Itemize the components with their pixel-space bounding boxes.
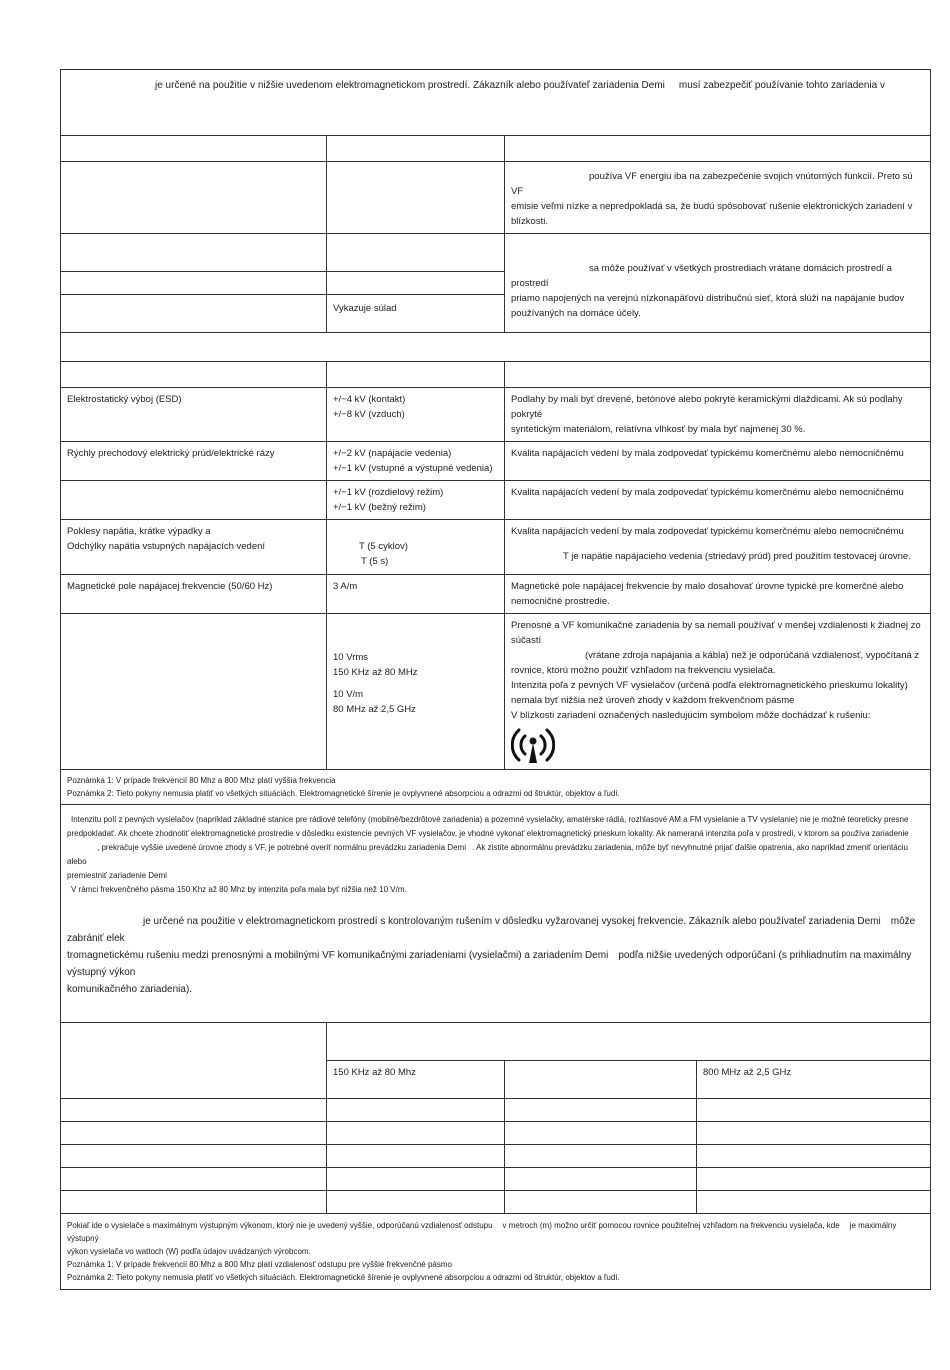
rf-emission-cell [505,161,931,233]
rf-level-4: 80 MHz až 2,5 GHz [333,703,416,715]
distance-intro-3: komunikačného zariadenia). [67,983,193,995]
dips-label [61,519,327,574]
rf-level-3: 10 V/m [333,688,364,700]
dist-col-3: 800 MHz až 2,5 GHz [697,1060,931,1098]
note-2: Poznámka 2: Tieto pokyny nemusia platiť vo všetkých situáciách. Elektromagnetické šírenie je ovplyvnené absorpciou a odrazmi od štruktúr, objektov a ľudí. [67,788,620,798]
env-text-c: používaných na domáce účely. [511,307,641,319]
esd-level-1: +/−4 kV (kontakt) [333,393,406,405]
dips-label-2: Odchýlky napätia vstupných napájacích vedení [67,540,266,552]
rf-emission-b: emisie veľmi nízke a nepredpokladá sa, že budú spôsobovať rušenie elektronických zariadení v blízkosti. [511,200,913,227]
immunity-title-row [60,333,931,361]
immunity-table [60,361,931,770]
dist-note-1c: je maximálny výstupný [67,1220,897,1243]
surge-level-2: +/−1 kV (bežný režim) [333,501,426,513]
rf-level-1: 10 Vrms [333,651,369,663]
env-text-a: sa môže používať v všetkých prostrediach vrátane domácich prostredí a prostredí [511,262,892,289]
field-note-4: premiestniť zariadenie Demi [67,870,167,880]
eft-label: Rýchly prechodový elektrický prúd/elektrické rázy [61,441,327,480]
field-note-2: predpokladať. Ak chcete zhodnotiť elektromagnetické prostredie v dôsledku existencie pevných VF vysielačov, je vhodné vykonať elektromagnetický prieskum lokality. Ak nameraná intenzita poľa v prostredí, v ktorom sa používa zariadenie [67,828,909,838]
dist-note-1b: v metroch (m) možno určiť pomocou rovnice použiteľnej vzhľadom na frekvenciu vysielača, kde [502,1220,840,1230]
eft-env: Kvalita napájacích vedení by mala zodpovedať typickému komerčnému alebo nemocničnému [505,441,931,480]
rf-env-5: nemala byť nižšia než úroveň zhody v každom frekvenčnom pásme [511,694,795,706]
intro-text-a: je určené na použitie v nižšie uvedenom elektromagnetickom prostredí. Zákazník alebo používateľ zariadenia Demi [155,80,665,91]
surge-level-1: +/−1 kV (rozdielový režim) [333,486,444,498]
non-ionizing-radiation-icon [511,727,555,765]
field-note-1: Intenzitu polí z pevných vysielačov (napríklad základné stanice pre rádiové telefóny (mobilné/bezdrôtové zariadenia) a pozemné vysielačky, amatérske rádiá, rozhlasové AM a FM vysielanie a TV vysielanie) nie je možné teoreticky presne [71,814,909,824]
environment-cell [505,233,931,332]
compliance-text: Vykazuje súlad [333,302,397,314]
distance-intro [60,901,931,1022]
dist-note-3: Poznámka 1: V prípade frekvencií 80 Mhz a 800 Mhz platí vzdialenosť odstupu pre vyššie frekvenčné pásmo [67,1259,452,1269]
dips-env-1: Kvalita napájacích vedení by mala zodpovedať typickému komerčnému alebo nemocničnému [511,525,904,537]
esd-env-2: syntetickým materiálom, relatívna vlhkosť by mala byť najmenej 30 %. [511,423,806,435]
distance-table [60,1022,931,1214]
note-1: Poznámka 1: V prípade frekvencií 80 Mhz a 800 Mhz platí vyššia frekvencia [67,775,336,785]
compliance-cell [327,294,505,332]
rf-emission-a: používa VF energiu iba na zabezpečenie svojich vnútorných funkcií. Preto sú VF [511,170,913,197]
intro-text-b: musí zabezpečiť používanie tohto zariadenia v [678,80,885,91]
rf-env-1: Prenosné a VF komunikačné zariadenia by sa nemali používať v menšej vzdialenosti k žiadnej zo súčastí [511,619,921,646]
dips-levels [327,519,505,574]
rf-levels [327,613,505,769]
eft-level-2: +/−1 kV (vstupné a výstupné vedenia) [333,462,493,474]
magnetic-env-1: Magnetické pole napájacej frekvencie by malo dosahovať úrovne typické pre komerčné alebo [511,580,904,592]
env-text-b: priamo napojených na verejnú nízkonapäťovú distribučnú sieť, ktorá slúži na napájanie budov [511,292,905,304]
eft-level-1: +/−2 kV (napájacie vedenia) [333,447,452,459]
magnetic-env [505,574,931,613]
dist-note-2: výkon vysielača vo wattoch (W) podľa údajov uvádzaných výrobcom. [67,1246,311,1256]
dips-env [505,519,931,574]
field-note-5: V rámci frekvenčného pásma 150 Khz až 80 Mhz by intenzita poľa mala byť nižšia než 10 V/m. [71,884,407,894]
rf-env [505,613,931,769]
rf-env-4: Intenzita poľa z pevných VF vysielačov (určená podľa elektromagnetického prieskumu lokality) [511,679,908,691]
distance-notes [60,1214,931,1290]
rf-env-6: V blízkosti zariadení označených nasledujúcim symbolom môže dochádzať k rušeniu: [511,709,871,721]
esd-level-2: +/−8 kV (vzduch) [333,408,405,420]
distance-intro-2b: podľa nižšie uvedených odporúčaní (s prihliadnutím na maximálny výstupný výkon [67,949,912,978]
esd-env-1: Podlahy by mali byť drevené, betónové alebo pokryté keramickými dlaždicami. Ak sú podlahy pokryté [511,393,903,420]
esd-label: Elektrostatický výboj (ESD) [61,387,327,441]
dips-level-2: T (5 s) [361,555,389,567]
field-note-3b: . Ak zistíte abnormálnu prevádzku zariadenia, môže byť nevyhnutné prijať ďalšie opatrenia, ako napríklad zmeniť orientáciu alebo [67,842,908,866]
esd-levels [327,387,505,441]
surge-env: Kvalita napájacích vedení by mala zodpovedať typickému komerčnému alebo nemocničnému [505,480,931,519]
immunity-notes [60,770,931,805]
field-strength-note [60,805,931,901]
eft-levels [327,441,505,480]
dips-label-1: Poklesy napätia, krátke výpadky a [67,525,211,537]
distance-intro-2a: tromagnetickému rušeniu medzi prenosnými a mobilnými VF komunikačnými zariadeniami (vysielačmi) a zariadením Demi [67,949,609,961]
distance-intro-1b: môže zabrániť elek [67,915,916,944]
emissions-table [60,136,931,333]
dips-env-2: T je napätie napájacieho vedenia (striedavý prúd) pred použitím testovacej úrovne. [563,550,911,562]
rf-level-2: 150 KHz až 80 MHz [333,666,418,678]
distance-intro-1a: je určené na použitie v elektromagnetickom prostredí s kontrolovaným rušením v dôsledku vyžarovanej vysokej frekvencie. Zákazník alebo používateľ zariadenia Demi [143,915,881,927]
intro-box [60,69,931,136]
field-note-3: , prekračuje vyššie uvedené úrovne zhody s VF, je potrebné overiť normálnu prevádzku zariadenia Demi [97,842,466,852]
dist-note-4: Poznámka 2: Tieto pokyny nemusia platiť vo všetkých situáciách. Elektromagnetické šírenie je ovplyvnené absorpciou a odrazmi od štruktúr, objektov a ľudí. [67,1272,620,1282]
dips-level-1: T (5 cyklov) [359,540,408,552]
esd-env [505,387,931,441]
magnetic-label: Magnetické pole napájacej frekvencie (50/60 Hz) [61,574,327,613]
dist-note-1a: Pokiaľ ide o vysielače s maximálnym výstupným výkonom, ktorý nie je uvedený vyššie, odporúčanú vzdialenosť odstupu [67,1220,493,1230]
rf-env-3: rovnice, ktorú možno použiť vzhľadom na frekvenciu vysielača. [511,664,776,676]
dist-col-1: 150 KHz až 80 Mhz [327,1060,505,1098]
rf-env-2: (vrátane zdroja napájania a kábla) než je odporúčaná vzdialenosť, vypočítaná z [585,649,920,661]
magnetic-env-2: nemocničné prostredie. [511,595,610,607]
emc-document [60,69,931,1290]
magnetic-level: 3 A/m [327,574,505,613]
surge-levels [327,480,505,519]
